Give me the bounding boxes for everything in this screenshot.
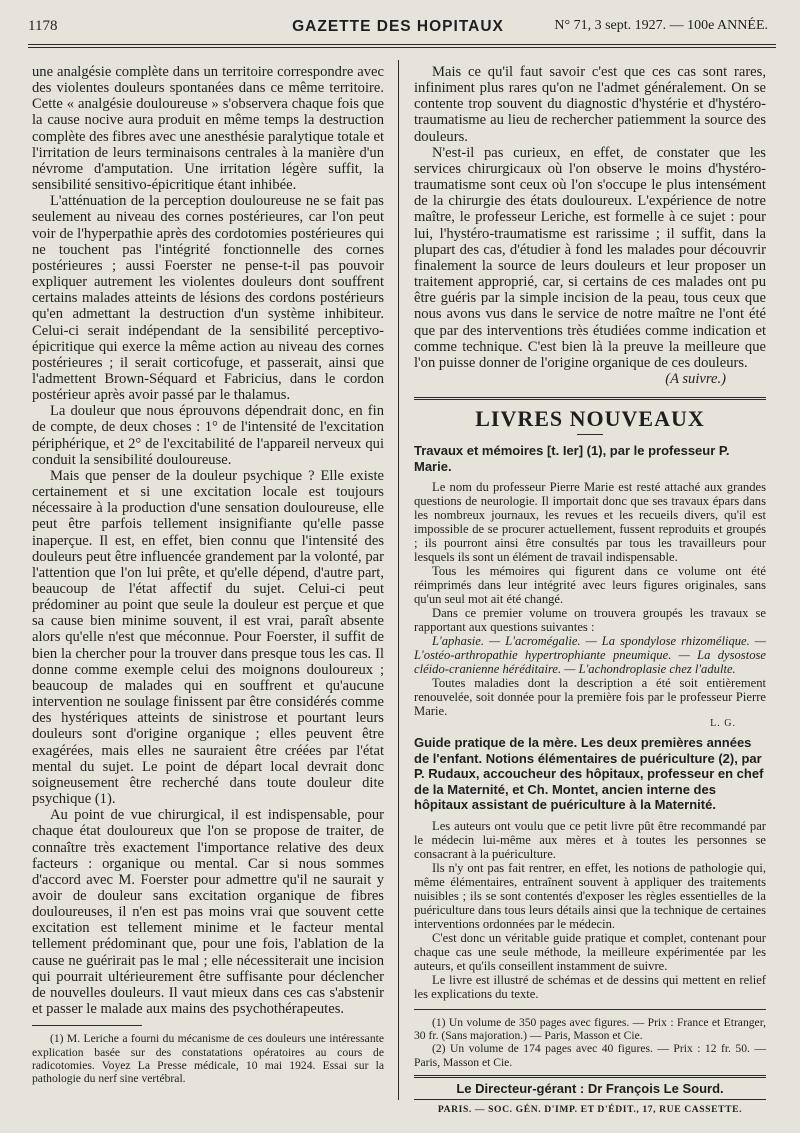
printer-line: PARIS. — SOC. GÉN. D'IMP. ET D'ÉDIT., 17, RUE CASSETTE. xyxy=(437,1104,743,1116)
book2-paragraph-4: Le livre est illustré de schémas et de dessins qui mettent en relief les explications du texte. xyxy=(414,972,766,1001)
header-rule-bottom xyxy=(28,47,776,48)
right-column xyxy=(414,64,766,1115)
book1-paragraph-1: Le nom du professeur Pierre Marie est resté attaché aux grandes questions de neurologie. Il importait donc que ses travaux épars dans les nombreux journaux, les revues et les recueils divers, qu'il est impossible de se procurer actuellement, fussent reproduits et groupés ; ils pourront ainsi être consultés par tous les travailleurs pour lesquels ils sont un élément de travail indispensable. xyxy=(414,480,766,565)
book2-paragraph-3: C'est donc un véritable guide pratique et complet, contenant pour chaque cas une seule méthode, la meilleure expérimentée par les auteurs, et qu'ils conseillent instamment de suivre. xyxy=(414,930,766,973)
section-rule xyxy=(414,397,766,400)
book1-paragraph-4: Toutes maladies dont la description a été soit entièrement renouvelée, soit donnée pour la première fois par le professeur Pierre Marie. xyxy=(414,676,766,719)
right-paragraph-2: N'est-il pas curieux, en effet, de constater que les services chirurgicaux où l'on observe le moins d'hystéro-traumatisme sont ceux où l'on s'occupe le plus intensément de la chirurgie des états douloureux. L'expérience de notre maître, le professeur Leriche, est formelle à ce sujet : pour lui, l'hystéro-traumatisme est rarissime ; il suffit, dans la plupart des cas, d'étudier à fond les malades pour découvrir finalement la source de leurs douleurs et leur proposer un traitement approprié, car, si certains de ces malades ont pu être guéris par la simple incision de la peau, tous ceux que nous avons vus dans le service de notre maître ne l'ont été que par des interventions très étudiées comme indication et comme technique. C'est bien là la preuve la meilleure que l'on puisse donner de l'origine organique de ces douleurs. xyxy=(414,144,766,371)
left-footnote: (1) M. Leriche a fourni du mécanisme de ces douleurs une intéressante explication basée sur des constatations opératoires au cours de radicotomies. Voyez La Presse médicale, 10 mai 1924. Essai sur la pathologie du nerf sine vertébral. xyxy=(32,1032,384,1086)
header-rule-top xyxy=(28,44,776,45)
left-paragraph-5: Au point de vue chirurgical, il est indispensable, pour chaque état douloureux que l'on se propose de traiter, de connaître très exactement l'importance relative des deux facteurs : organique ou mental. Car si nous sommes d'accord avec M. Foerster pour admettre qu'il ne saurait y avoir de douleur sans excitation organique de fibres douloureuses, il n'en est pas moins vrai que souvent cette excitation est tellement minime et le facteur mental tellement prédominant que, pour une fois, l'ablation de la cause ne guérirait pas le mal ; elle nécessiterait une incision qui pourrait ultérieurement être suffisante pour déclencher de nouvelles douleurs. Il vaut mieux dans ces cas s'abstenir et passer le malade aux mains des psychothérapeutes. xyxy=(32,807,384,1018)
page-number: 1178 xyxy=(28,18,58,34)
journal-title: GAZETTE DES HOPITAUX xyxy=(292,18,504,35)
left-paragraph-4: Mais que penser de la douleur psychique ? Elle existe certainement et si une excitation locale est toujours nécessaire à la production d'une sensation douloureuse, elle peut être parfois tellement insignifiante qu'elle passe inaperçue. Il est, en effet, bien connu que l'intensité des douleurs peut être influencée grandement par la volonté, par l'attention que l'on lui prête, et qu'elle dépend, d'autre part, beaucoup de l'état affectif du sujet. Celui-ci peut prédominer au point que seule la douleur est perçue et que sa cause bien minime souvent, il est vrai, paraît absente alors qu'elle n'est que méconnue. Pour Foerster, il suffit de bien la chercher pour la trouver dans presque tous les cas. Il donne comme exemple celui des moignons douloureux ; beaucoup de malades qui en souffrent et qu'aucune intervention ne soulage finissent par être considérés comme des hystériques atteints de sinistrose et pourtant leurs douleurs sont d'origine organique ; elles peuvent être exagérées, mais elles ne sauraient être créées par l'état mental du sujet. Le point de départ local devrait donc soigneusement être recherché dans toute douleur dite psychique (1). xyxy=(32,467,384,808)
book1-paragraph-3: Dans ce premier volume on trouvera groupés les travaux se rapportant aux questions suivantes : xyxy=(414,606,766,635)
book1-signature: L. G. xyxy=(710,718,736,730)
section-title: LIVRES NOUVEAUX xyxy=(475,406,705,432)
right-paragraph-1: Mais ce qu'il faut savoir c'est que ces cas sont rares, infiniment plus rares qu'on ne l'admet généralement. On se contente trop souvent du diagnostic d'hystérie et d'hystéro-traumatisme au lieu de rechercher patiemment la source des douleurs. xyxy=(414,64,766,145)
left-paragraph-1: une analgésie complète dans un territoire correspondre avec des violentes douleurs spontanées dans ce même territoire. Cette « analgésie douloureuse » s'observera chaque fois que la cause nocive aura produit en même temps la destruction complète des fibres avec une anesthésie paralytique totale et l'irritation de leurs terminaisons centrales à la manière d'un névrome d'amputation. Une irritation légère suffit, la sensibilité sensitivo-épicritique étant inhibée. xyxy=(32,64,384,194)
book2-paragraph-2: Ils n'y ont pas fait rentrer, en effet, les notions de pathologie qui, même élémentaires, entraînent souvent à appliquer des traitements nuisibles ; ils se sont contentés d'exposer les règles essentielles de la puériculture dans tous leurs détails ainsi que la technique de certaines interventions ordonnées par le médecin. xyxy=(414,860,766,931)
book1-topics-list: L'aphasie. — L'acromégalie. — La spondylose rhizomélique. — L'ostéo-arthropathie hypertrophiante pneumique. — La dysostose cléido-cranienne héréditaire. — L'achondroplasie chez l'adulte. xyxy=(414,634,766,677)
left-paragraph-2: L'atténuation de la perception douloureuse ne se fait pas seulement au niveau des cornes postérieures, car l'on peut voir de l'hyperpathie après des cordotomies postérieures qui ne touchent pas l'intégrité fonctionnelle des cornes postérieures ; aussi Foerster ne pense-t-il pas pouvoir expliquer autrement les violentes douleurs dont souffrent certains malades atteints de lésions des cordons postérieurs qu'en admettant la destruction d'un système inhibiteur. Celui-ci serait indépendant de la sensibilité perceptivo-épicritique qui exerce la même action au niveau des cornes postérieures ; il serait corticofuge, et passerait, ainsi que l'admettent Brown-Séquard et Fabricius, dans le cordon postérieur après avoir passé par le thalamus. xyxy=(32,193,384,404)
book1-heading: Travaux et mémoires [t. Ier] (1), par le professeur P. Marie. xyxy=(414,443,730,474)
right-footnote-1: (1) Un volume de 350 pages avec figures. — Prix : France et Etranger, 30 fr. (Sans majoration.) — Paris, Masson et Cie. xyxy=(414,1015,766,1043)
column-divider xyxy=(398,60,399,1100)
directeur-gerant: Le Directeur-gérant : Dr François Le Sourd. xyxy=(414,1075,766,1100)
book1-paragraph-2: Tous les mémoires qui figurent dans ce volume ont été réimprimés dans leur intégrité avec leurs figures originales, sans qu'un seul mot ait été changé. xyxy=(414,564,766,607)
right-footnote-rule xyxy=(414,1009,766,1010)
right-footnote-2: (2) Un volume de 174 pages avec 40 figures. — Prix : 12 fr. 50. — Paris, Masson et Cie. xyxy=(414,1042,766,1069)
book2-paragraph-1: Les auteurs ont voulu que ce petit livre pût être recommandé par le médecin lui-même aux mères et à toutes les personnes se consacrant à la puériculture. xyxy=(414,818,766,861)
book2-heading: Guide pratique de la mère. Les deux premières années de l'enfant. Notions élémentaires de puériculture (2), par P. Rudaux, accoucheur des hôpitaux, professeur en chef de la Maternité, et Ch. Montet, ancien interne des hôpitaux assistant de puériculture à la Maternité. xyxy=(414,735,764,813)
left-column xyxy=(32,64,384,1086)
left-paragraph-3: La douleur que nous éprouvons dépendrait donc, en fin de compte, de deux choses : 1° de l'intensité de l'excitation périphérique, et 2° de l'excitabilité de l'appareil nerveux qui conduit la sensibilité douloureuse. xyxy=(32,403,384,468)
a-suivre: (A suivre.) xyxy=(665,370,726,387)
page-header xyxy=(28,18,768,40)
issue-info: N° 71, 3 sept. 1927. — 100e ANNÉE. xyxy=(554,18,768,33)
left-footnote-rule xyxy=(32,1025,142,1026)
section-title-mark xyxy=(577,434,603,435)
